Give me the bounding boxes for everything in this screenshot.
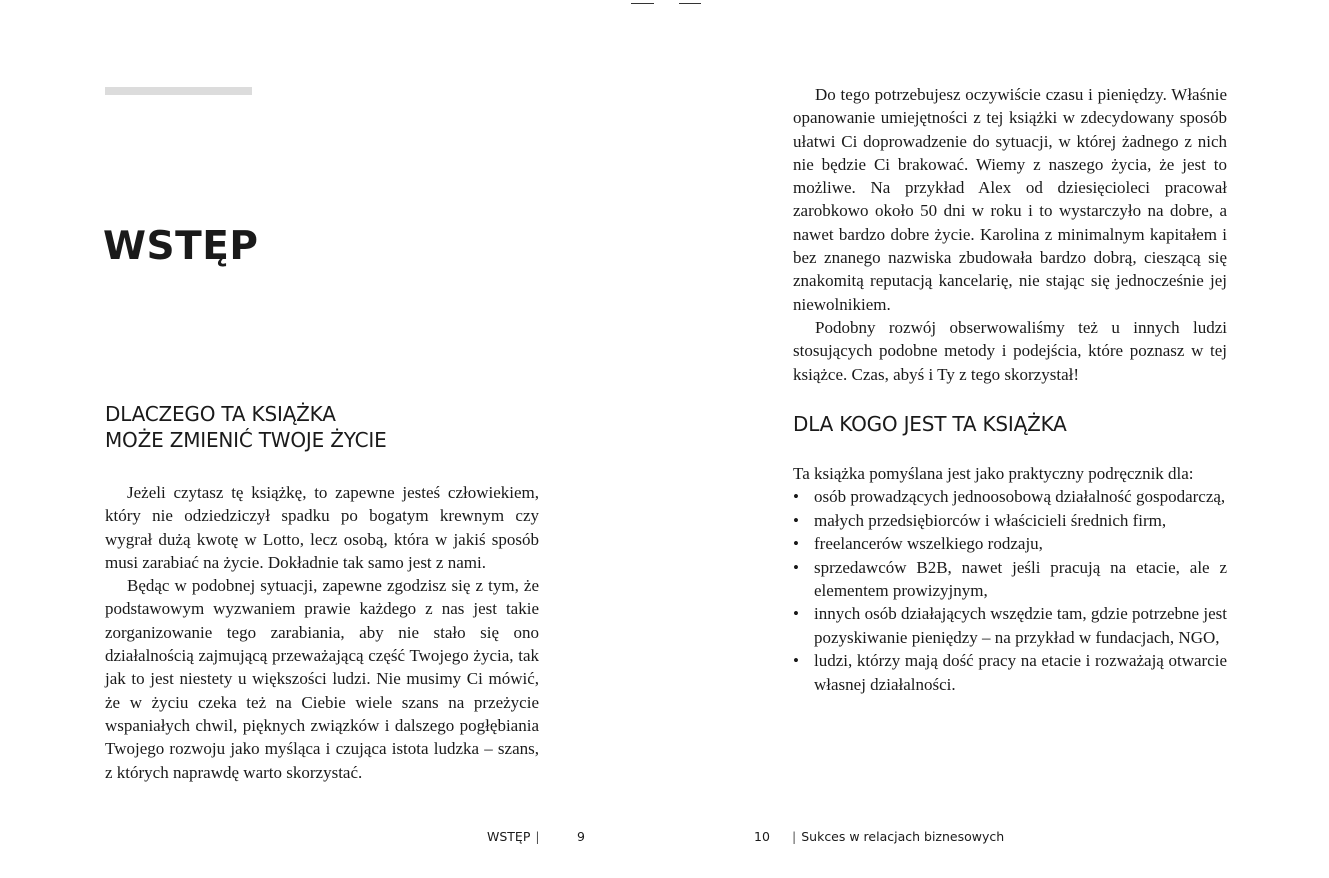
list-item xyxy=(793,602,1227,649)
running-footer-left xyxy=(487,829,545,844)
list-item xyxy=(793,509,1227,532)
paragraph: Będąc w podobnej sytuacji, zapewne zgodzisz się z tym, że podstawowym wyzwaniem prawie każdego z nas jest takie zorganizowanie tego zarabiania, aby nie stało się ono działalnością zajmującą przeważającą część Twojego życia, tak jak to jest niestety u większości ludzi. Nie musimy Ci mówić, że w życiu czeka też na Ciebie wiele szans na przeżycie wspaniałych chwil, pięknych związków i dalszego pogłębiania Twojego rozwoju jako myśląca i czująca istota ludzka – szans, z których naprawdę warto skorzystać. xyxy=(105,576,539,782)
list-item xyxy=(793,485,1227,508)
footer-separator: | xyxy=(535,829,540,844)
footer-separator: | xyxy=(792,829,797,844)
paragraph: Jeżeli czytasz tę książkę, to zapewne jesteś człowiekiem, który nie odziedziczył spadku po bogatym krewnym czy wygrał dużą kwotę w Lotto, lecz osobą, która w jakiś sposób musi zarabiać na życie. Dokładnie tak samo jest z nami. xyxy=(105,483,539,572)
list-item xyxy=(793,649,1227,696)
top-crop-mark-left xyxy=(631,3,654,4)
chapter-decor-bar xyxy=(105,87,252,95)
audience-list xyxy=(793,485,1227,696)
list-item-text: innych osób działających wszędzie tam, gdzie potrzebne jest pozyskiwanie pieniędzy – na przykład w fundacjach, NGO, xyxy=(814,604,1227,647)
page-number-left: 9 xyxy=(577,829,585,844)
section-title-why-line2: MOŻE ZMIENIĆ TWOJE ŻYCIE xyxy=(105,428,387,452)
list-item-text: małych przedsiębiorców i właścicieli średnich firm, xyxy=(814,510,1167,530)
left-body-text xyxy=(105,481,539,784)
top-crop-mark-right xyxy=(679,3,701,4)
bullet-icon: • xyxy=(793,557,799,577)
section-title-why-line1: DLACZEGO TA KSIĄŻKA xyxy=(105,402,336,426)
list-item-text: freelancerów wszelkiego rodzaju, xyxy=(814,534,1043,554)
running-footer-right xyxy=(792,829,1004,844)
bullet-icon: • xyxy=(793,604,799,624)
footer-chapter-title: WSTĘP xyxy=(487,829,531,844)
bullet-icon: • xyxy=(793,487,799,507)
bullet-icon: • xyxy=(793,651,799,671)
bullet-icon: • xyxy=(793,510,799,530)
list-item xyxy=(793,532,1227,555)
right-body-text xyxy=(793,83,1227,386)
paragraph: Do tego potrzebujesz oczywiście czasu i pieniędzy. Właśnie opanowanie umiejętności z tej książki w zdecydowany sposób ułatwi Ci doprowadzenie do sytuacji, w której żadnego z nich nie będzie Ci brakować. Wiemy z naszego życia, że jest to możliwe. Na przykład Alex od dziesięcioleci pracował zarobkowo około 50 dni w roku i to wystarczyło na dobre, a nawet bardzo dobre życie. Karolina z minimalnym kapitałem i bez znanego nazwiska zbudowała bardzo dobrą, cieszącą się znakomitą reputacją kancelarię, nie stając się jednocześnie jej niewolnikiem. xyxy=(793,85,1227,314)
footer-book-title: Sukces w relacjach biznesowych xyxy=(801,829,1005,844)
list-item xyxy=(793,556,1227,603)
list-item-text: osób prowadzących jednoosobową działalność gospodarczą, xyxy=(814,487,1226,507)
page-number-right: 10 xyxy=(754,829,770,844)
section-title-why xyxy=(105,401,387,453)
chapter-title: WSTĘP xyxy=(103,224,259,269)
audience-intro: Ta książka pomyślana jest jako praktyczny podręcznik dla: xyxy=(793,464,1194,483)
list-item-text: ludzi, którzy mają dość pracy na etacie i rozważają otwarcie własnej działalności. xyxy=(814,651,1227,694)
audience-section xyxy=(793,462,1227,696)
list-item-text: sprzedawców B2B, nawet jeśli pracują na etacie, ale z elementem prowizyjnym, xyxy=(814,557,1227,601)
paragraph: Podobny rozwój obserwowaliśmy też u innych ludzi stosujących podobne metody i podejścia, które poznasz w tej książce. Czas, abyś i Ty z tego skorzystał! xyxy=(793,317,1227,384)
section-title-for-whom: DLA KOGO JEST TA KSIĄŻKA xyxy=(793,412,1067,436)
bullet-icon: • xyxy=(793,534,799,554)
